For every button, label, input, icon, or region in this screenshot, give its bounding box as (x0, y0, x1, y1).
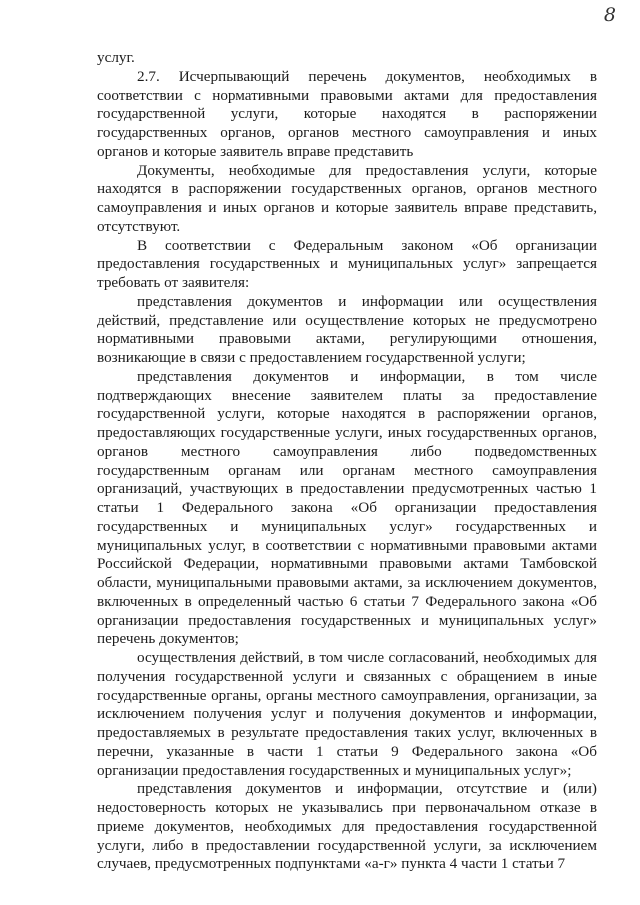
paragraph: осуществления действий, в том числе согласований, необходимых для получения государственной услуги и связанных с обращением в иные государственные органы, органы местного самоуправления, организации, за исключением получения услуг и получения документов и информации, предоставляемых в результате предоставления таких услуг, включенных в перечни, указанные в части 1 статьи 9 Федерального закона «Об организации предоставления государственных и муниципальных услуг»; (97, 649, 597, 779)
paragraph: услуг. (97, 49, 135, 66)
paragraph: 2.7. Исчерпывающий перечень документов, необходимых в соответствии с нормативными правовыми актами для предоставления государственной услуги, которые находятся в распоряжении государственных органов, органов местного самоуправления и иных органов и которые заявитель вправе представить (97, 67, 597, 160)
paragraph: представления документов и информации, в том числе подтверждающих внесение заявителем платы за предоставление государственной услуги, которые находятся в распоряжении органов, предоставляющих государственные услуги, иных государственных органов, органов местного самоуправления либо подведомственных государственным органам или органам местного самоуправления организаций, участвующих в предоставлении предусмотренных частью 1 статьи 1 Федерального закона «Об организации предоставления государственных и муниципальных услуг» государственных и муниципальных услуг, в соответствии с нормативными правовыми актами Российской Федерации, нормативными правовыми актами Тамбовской области, муниципальными правовыми актами, за исключением документов, включенных в определенный частью 6 статьи 7 Федерального закона «Об организации предоставления государственных и муниципальных услуг» перечень документов; (97, 367, 597, 648)
paragraph: Документы, необходимые для предоставления услуги, которые находятся в распоряжении государственных органов, органов местного самоуправления и иных органов и которые заявитель вправе представить, отсутствуют. (97, 161, 597, 235)
document-body (97, 49, 597, 874)
paragraph: представления документов и информации или осуществления действий, представление или осуществление которых не предусмотрено нормативными правовыми актами, регулирующими отношения, возникающие в связи с предоставлением государственной услуги; (97, 292, 597, 366)
paragraph: В соответствии с Федеральным законом «Об организации предоставления государственных и муниципальных услуг» запрещается требовать от заявителя: (97, 236, 597, 291)
paragraph: представления документов и информации, отсутствие и (или) недостоверность которых не указывались при первоначальном отказе в приеме документов, необходимых для предоставления государственной услуги, либо в предоставлении государственной услуги, за исключением случаев, предусмотренных подпунктами «а-г» пункта 4 части 1 статьи 7 (97, 780, 597, 873)
page-number: 8 (603, 4, 616, 26)
